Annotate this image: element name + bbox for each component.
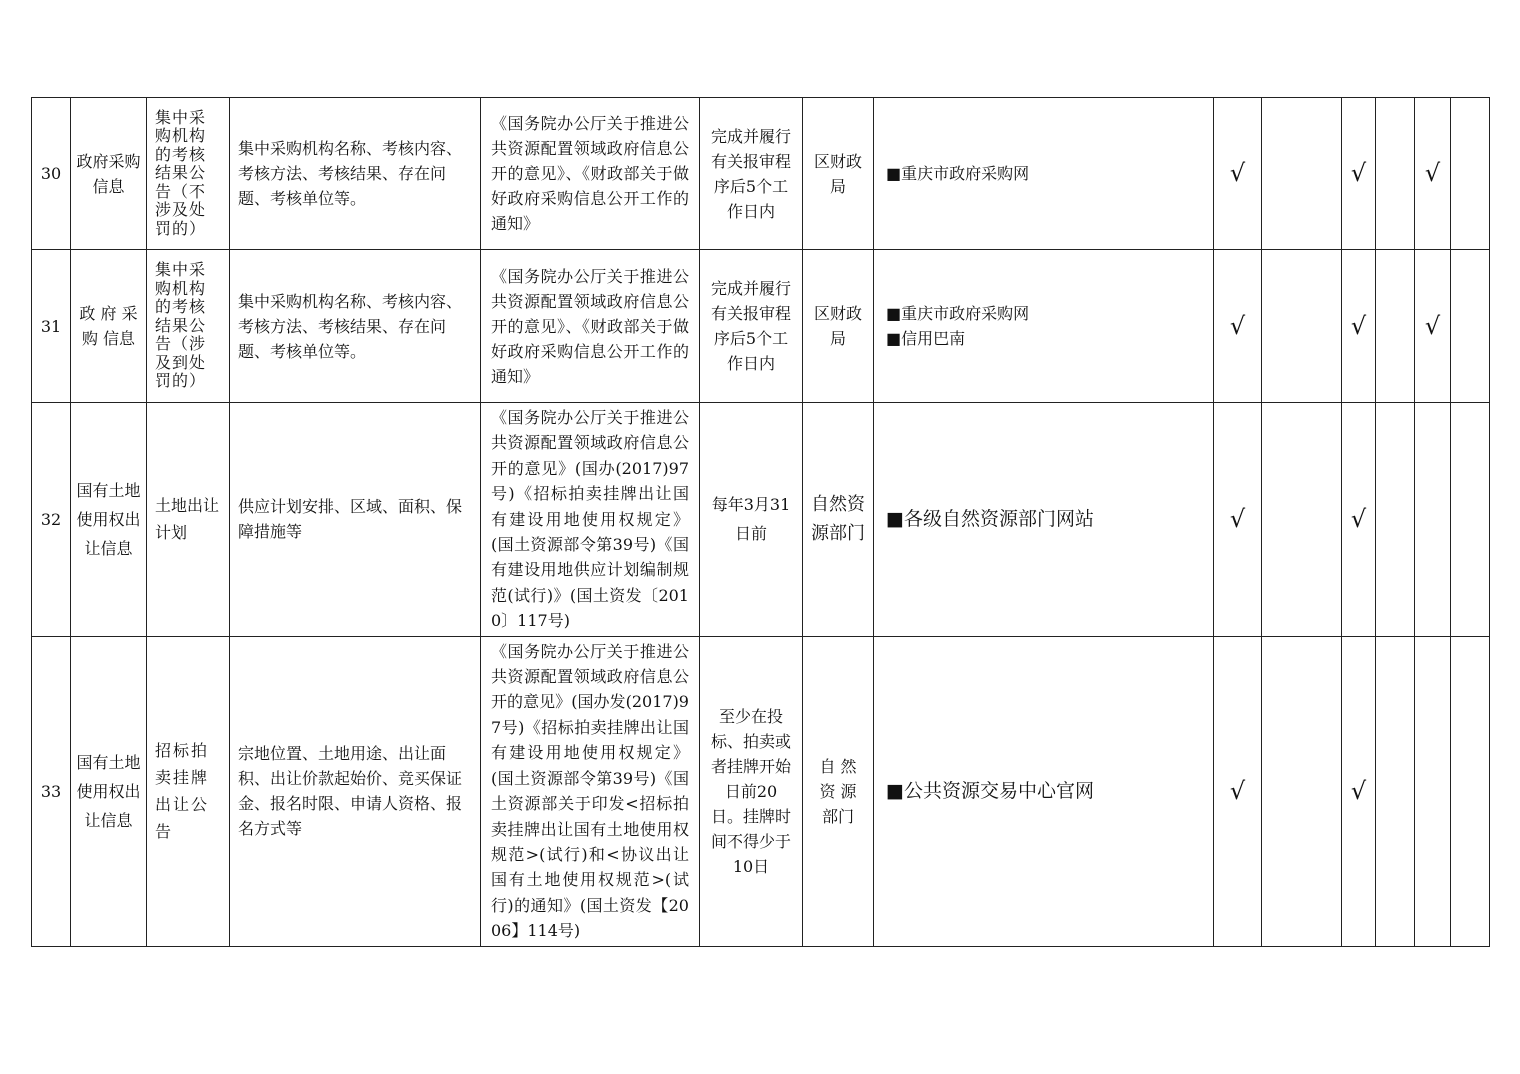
row-basis: 《国务院办公厅关于推进公共资源配置领域政府信息公开的意见》、《财政部关于做好政府采购信息公开工作的通知》 <box>481 250 700 403</box>
check-mark <box>1262 403 1342 637</box>
check-mark: √ <box>1214 403 1262 637</box>
channel-item: ■公共资源交易中心官网 <box>886 779 1094 802</box>
check-mark <box>1376 403 1415 637</box>
row-number: 31 <box>32 250 71 403</box>
table-row <box>32 636 1490 946</box>
check-mark: √ <box>1415 250 1451 403</box>
channel-item: ■重庆市政府采购网 <box>886 164 1030 183</box>
channel-item: ■各级自然资源部门网站 <box>886 507 1094 530</box>
check-mark <box>1376 250 1415 403</box>
row-basis: 《国务院办公厅关于推进公共资源配置领域政府信息公开的意见》(国办(2017)97号)《招标拍卖挂牌出让国有建设用地使用权规定》(国土资源部令第39号)《国有建设用地供应计划编制规范(试行)》(国土资发〔2010〕117号) <box>481 403 700 637</box>
row-subject: 土地出让计划 <box>147 403 230 637</box>
check-mark <box>1376 98 1415 250</box>
row-basis: 《国务院办公厅关于推进公共资源配置领域政府信息公开的意见》、《财政部关于做好政府采购信息公开工作的通知》 <box>481 98 700 250</box>
check-mark: √ <box>1342 250 1376 403</box>
row-subject: 集中采购机构的考核结果公告（涉及到处罚的） <box>147 250 230 403</box>
row-channels <box>874 403 1214 637</box>
table-row <box>32 250 1490 403</box>
row-time-limit: 至少在投标、拍卖或者挂牌开始日前20日。挂牌时间不得少于10日 <box>700 636 803 946</box>
check-mark <box>1262 98 1342 250</box>
check-mark: √ <box>1342 636 1376 946</box>
row-number: 33 <box>32 636 71 946</box>
check-mark <box>1262 250 1342 403</box>
row-time-limit: 每年3月31日前 <box>700 403 803 637</box>
row-number: 30 <box>32 98 71 250</box>
row-time-limit: 完成并履行有关报审程序后5个工作日内 <box>700 250 803 403</box>
check-mark <box>1451 636 1490 946</box>
row-department: 区财政局 <box>803 98 874 250</box>
row-channels <box>874 98 1214 250</box>
check-mark <box>1451 250 1490 403</box>
row-subject: 集中采购机构的考核结果公告（不涉及处罚的） <box>147 98 230 250</box>
table-row <box>32 98 1490 250</box>
check-mark <box>1262 636 1342 946</box>
check-mark <box>1415 403 1451 637</box>
row-department: 自然资源部门 <box>803 403 874 637</box>
row-subject: 招标拍卖挂牌出让公告 <box>147 636 230 946</box>
row-category: 政 府 采 购 信息 <box>71 250 147 403</box>
channel-item: ■信用巴南 <box>886 329 966 348</box>
disclosure-table <box>31 97 1490 947</box>
row-content: 供应计划安排、区域、面积、保障措施等 <box>230 403 481 637</box>
row-category: 政府采购信息 <box>71 98 147 250</box>
check-mark: √ <box>1214 636 1262 946</box>
check-mark <box>1451 98 1490 250</box>
check-mark: √ <box>1415 98 1451 250</box>
row-channels <box>874 636 1214 946</box>
row-department: 区财政局 <box>803 250 874 403</box>
row-basis: 《国务院办公厅关于推进公共资源配置领域政府信息公开的意见》(国办发(2017)97号)《招标拍卖挂牌出让国有建设用地使用权规定》(国土资源部令第39号)《国土资源部关于印发<招标拍卖挂牌出让国有土地使用权规范>(试行)和<协议出让国有土地使用权规范>(试行)的通知》(国土资发【2006】114号) <box>481 636 700 946</box>
check-mark <box>1376 636 1415 946</box>
row-channels <box>874 250 1214 403</box>
row-category: 国有土地使用权出让信息 <box>71 403 147 637</box>
row-number: 32 <box>32 403 71 637</box>
channel-item: ■重庆市政府采购网 <box>886 304 1030 323</box>
check-mark <box>1451 403 1490 637</box>
check-mark: √ <box>1342 403 1376 637</box>
table-row <box>32 403 1490 637</box>
row-time-limit: 完成并履行有关报审程序后5个工作日内 <box>700 98 803 250</box>
row-content: 宗地位置、土地用途、出让面积、出让价款起始价、竞买保证金、报名时限、申请人资格、报名方式等 <box>230 636 481 946</box>
check-mark: √ <box>1342 98 1376 250</box>
check-mark: √ <box>1214 98 1262 250</box>
row-content: 集中采购机构名称、考核内容、考核方法、考核结果、存在问题、考核单位等。 <box>230 250 481 403</box>
row-content: 集中采购机构名称、考核内容、考核方法、考核结果、存在问题、考核单位等。 <box>230 98 481 250</box>
check-mark: √ <box>1214 250 1262 403</box>
row-department: 自 然 资 源 部门 <box>803 636 874 946</box>
check-mark <box>1415 636 1451 946</box>
row-category: 国有土地使用权出让信息 <box>71 636 147 946</box>
